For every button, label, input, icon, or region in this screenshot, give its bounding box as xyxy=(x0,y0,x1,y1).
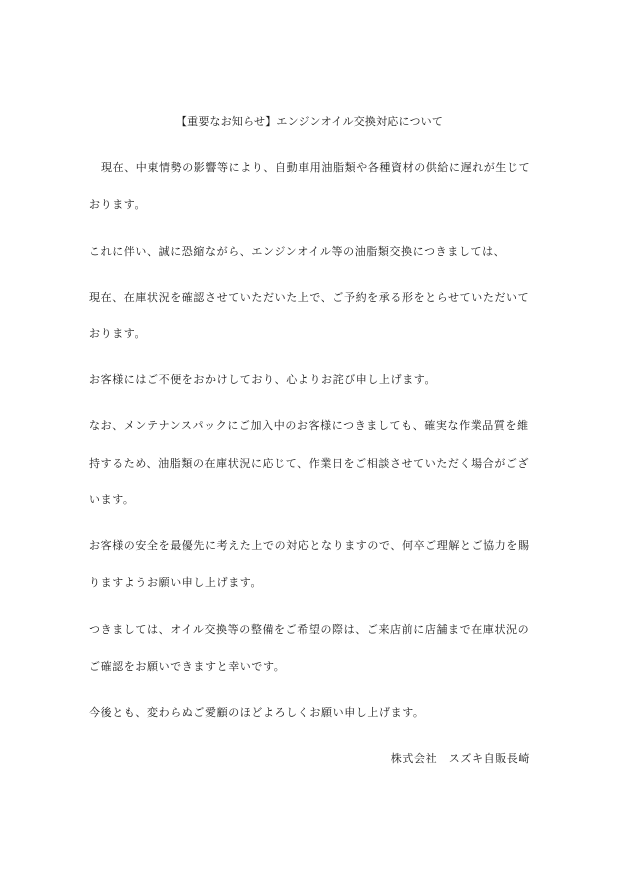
body-line: 今後とも、変わらぬご愛顧のほどよろしくお願い申し上げます。 xyxy=(89,706,425,719)
body-line: 持するため、油脂類の在庫状況に応じて、作業日をご相談させていただく場合がござ xyxy=(89,457,530,470)
body-line: 現在、中東情勢の影響等により、自動車用油脂類や各種資材の供給に遅れが生じて xyxy=(101,161,531,174)
body-line: これに伴い、誠に恐縮ながら、エンジンオイル等の油脂類交換につきましては、 xyxy=(89,245,506,258)
body-line: なお、メンテナンスパックにご加入中のお客様につきましても、確実な作業品質を維 xyxy=(89,419,529,432)
body-line: りますようお願い申し上げます。 xyxy=(89,576,263,589)
body-line: お客様にはご不便をおかけしており、心よりお詫び申し上げます。 xyxy=(89,373,437,386)
body-line: おります。 xyxy=(89,198,147,211)
body-line: います。 xyxy=(89,493,135,506)
notice-title: 【重要なお知らせ】エンジンオイル交換対応について xyxy=(175,115,444,128)
body-line: 現在、在庫状況を確認させていただいた上で、ご予約を承る形をとらせていただいて xyxy=(89,291,530,304)
body-line: つきましては、オイル交換等の整備をご希望の際は、ご来店前に店舗まで在庫状況の xyxy=(89,623,530,636)
body-line: お客様の安全を最優先に考えた上での対応となりますので、何卒ご理解とご協力を賜 xyxy=(89,539,530,552)
body-line: おります。 xyxy=(89,327,147,340)
company-signature: 株式会社 スズキ自販長崎 xyxy=(390,752,530,765)
body-line: ご確認をお願いできますと幸いです。 xyxy=(89,660,286,673)
